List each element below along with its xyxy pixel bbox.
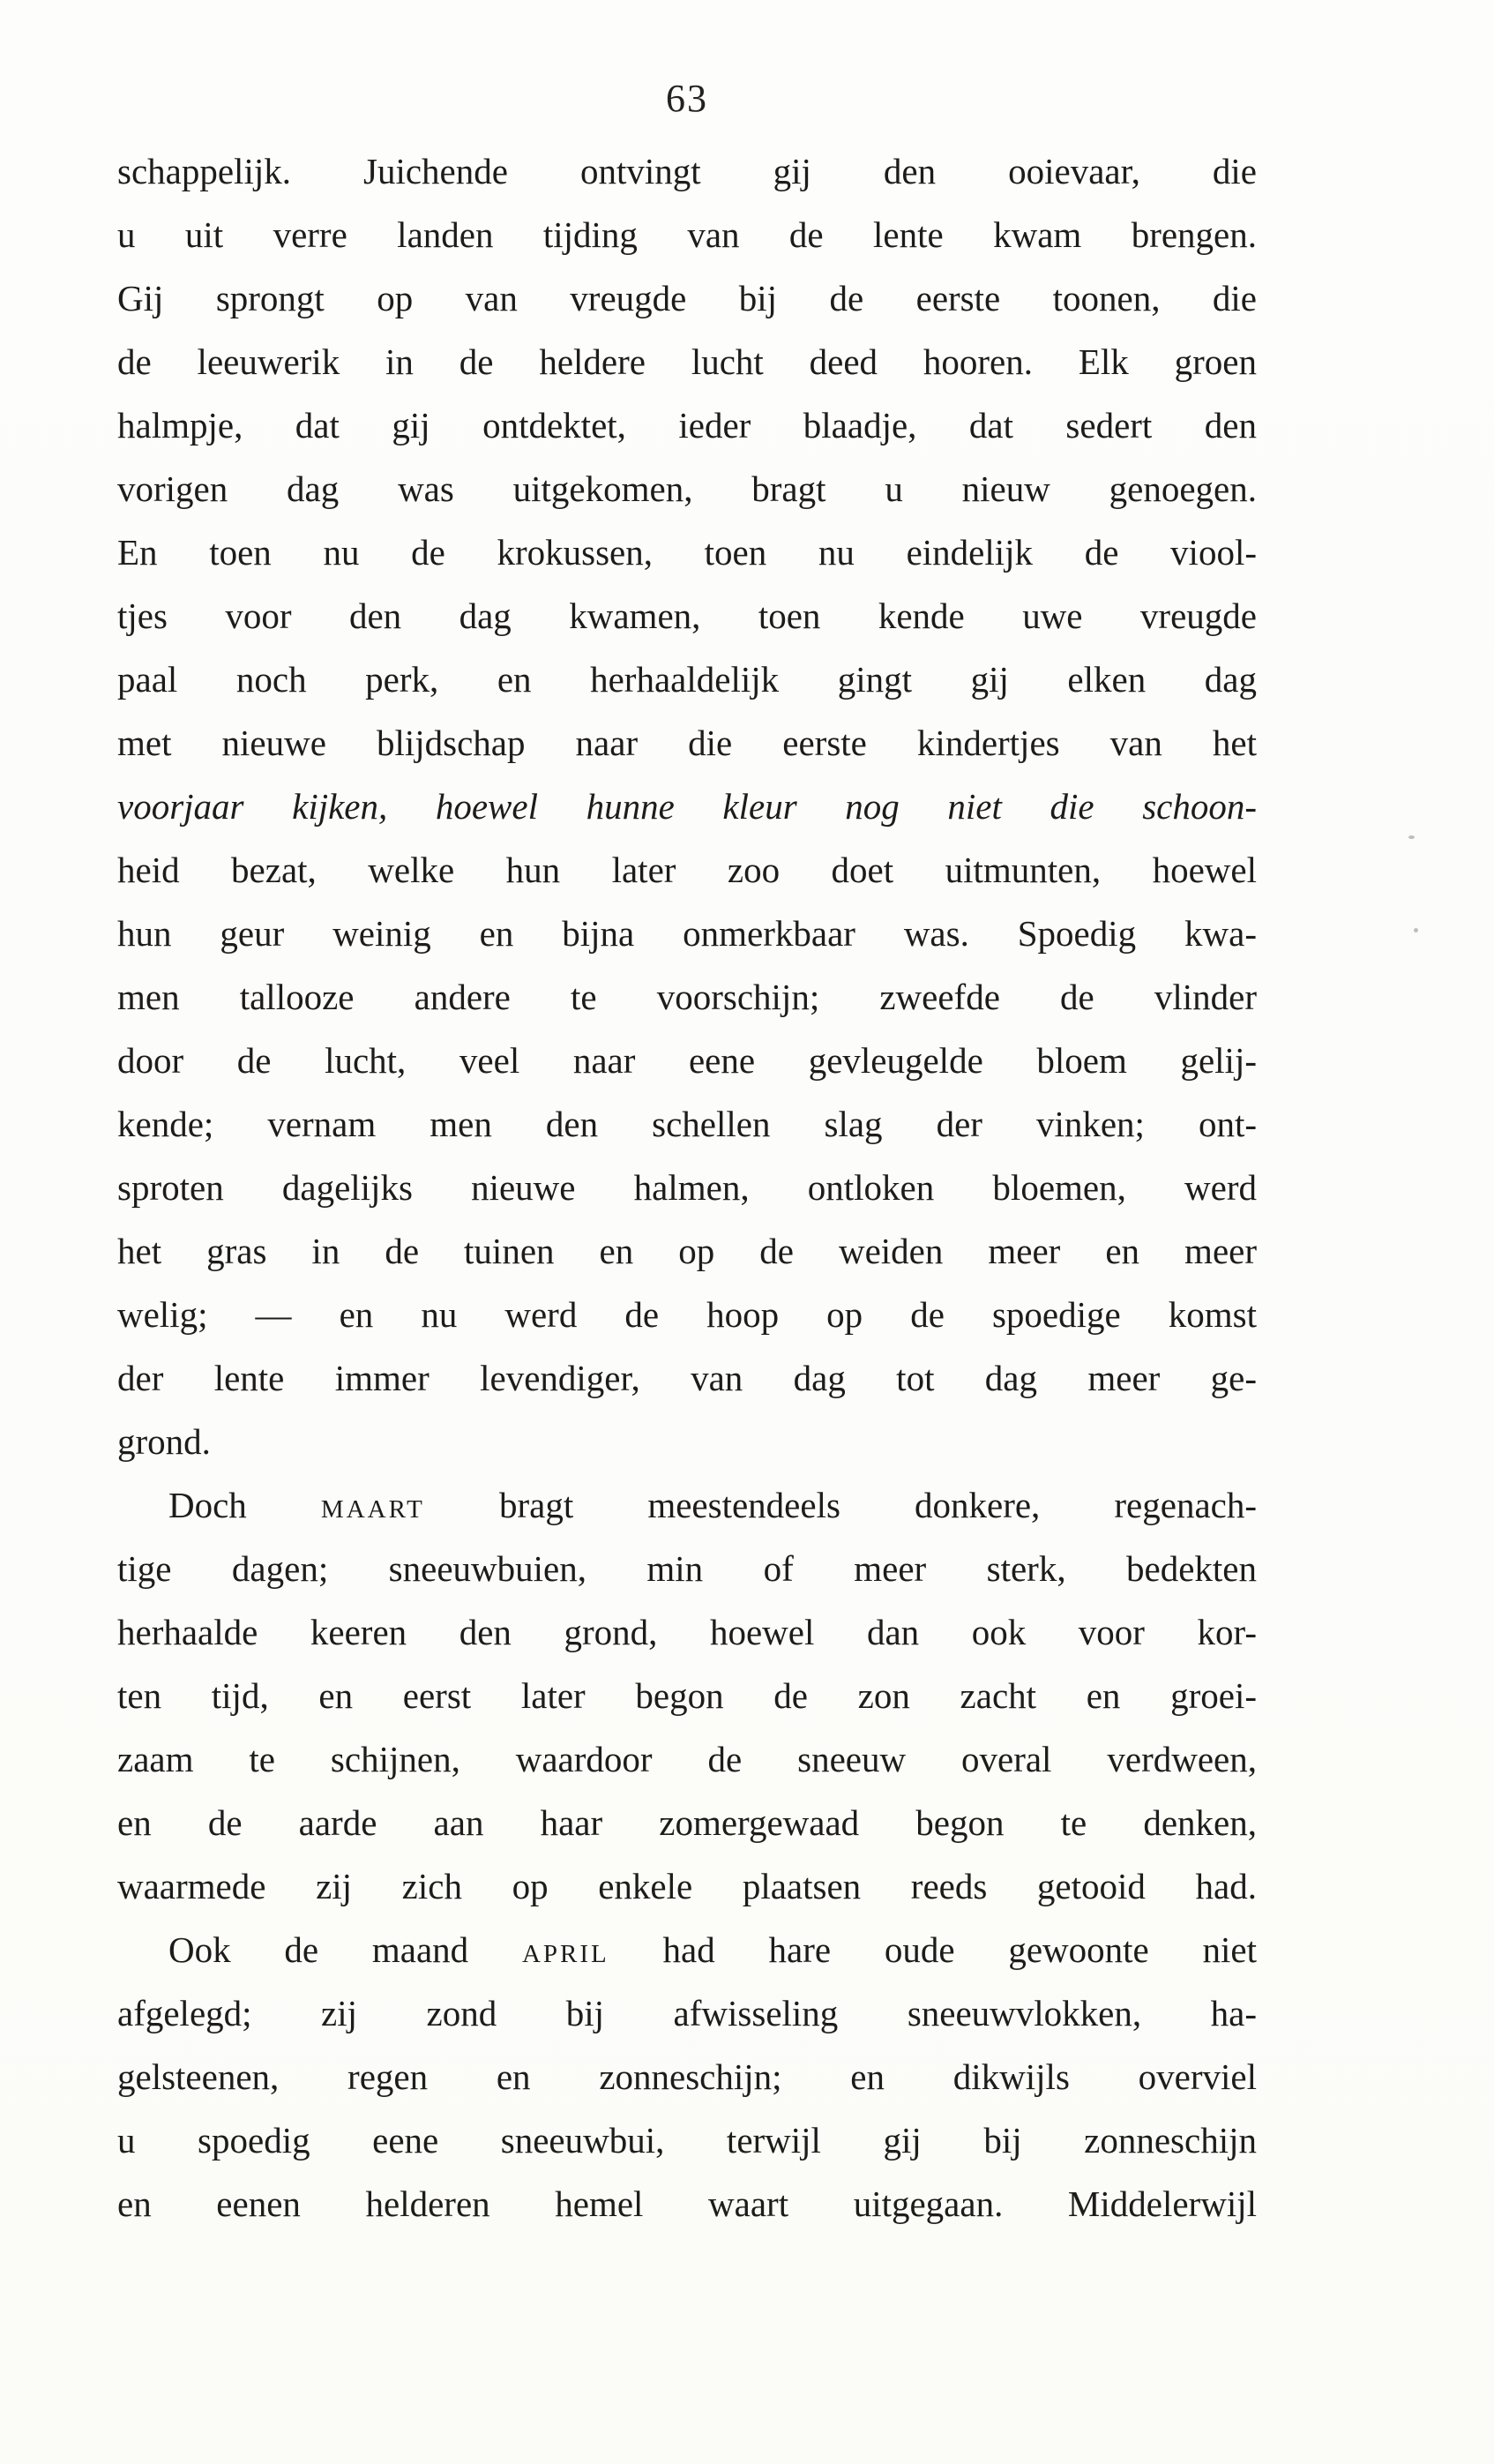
text-line	[117, 1854, 1257, 1918]
text-line	[117, 1600, 1257, 1664]
text-segment: en eenen helderen hemel waart uitgegaan. Middelerwijl	[117, 2183, 1257, 2224]
text-segment: grond.	[117, 1421, 211, 1462]
text-line	[117, 1537, 1257, 1600]
text-segment: had hare oude gewoonte niet	[609, 1929, 1257, 1970]
text-line	[117, 1981, 1257, 2045]
text-line	[117, 711, 1257, 775]
text-segment: u spoedig eene sneeuwbui, terwijl gij bij zonneschijn	[117, 2120, 1257, 2161]
text-segment: schappelijk. Juichende ontvingt gij den ooievaar, die	[117, 151, 1257, 191]
text-line	[117, 1029, 1257, 1092]
text-line	[117, 1219, 1257, 1283]
text-segment: Gij sprongt op van vreugde bij de eerste toonen, die	[117, 278, 1257, 318]
text-line	[117, 838, 1257, 902]
text-line	[117, 1664, 1257, 1727]
scan-speck	[1414, 928, 1418, 932]
text-segment: met nieuwe blijdschap naar die eerste kindertjes van het	[117, 723, 1257, 763]
text-segment: u uit verre landen tijding van de lente kwam brengen.	[117, 214, 1257, 255]
text-line	[117, 266, 1257, 330]
text-segment: door de lucht, veel naar eene gevleugelde bloem gelij-	[117, 1040, 1257, 1081]
text-segment: Ook de maand	[168, 1929, 522, 1970]
text-segment: zaam te schijnen, waardoor de sneeuw overal verdween,	[117, 1739, 1257, 1779]
text-segment: En toen nu de krokussen, toen nu eindelijk de viool-	[117, 532, 1257, 573]
paragraph	[117, 1473, 1257, 1918]
text-line	[117, 2108, 1257, 2172]
text-line	[117, 330, 1257, 393]
body-text-block	[117, 139, 1257, 2236]
text-segment: sproten dagelijks nieuwe halmen, ontloken bloemen, werd	[117, 1167, 1257, 1208]
text-line	[117, 902, 1257, 965]
scan-speck	[1408, 835, 1415, 839]
text-line	[117, 1727, 1257, 1791]
text-line	[117, 2172, 1257, 2236]
text-segment: bragt meestendeels donkere, regenach-	[424, 1485, 1257, 1525]
text-segment: het gras in de tuinen en op de weiden meer en meer	[117, 1231, 1257, 1271]
text-line	[117, 1791, 1257, 1854]
text-line	[117, 775, 1257, 838]
text-line	[117, 457, 1257, 521]
text-segment: afgelegd; zij zond bij afwisseling sneeuwvlokken, ha-	[117, 1993, 1257, 2033]
text-line	[117, 1918, 1257, 1981]
text-line	[117, 584, 1257, 648]
text-line	[117, 1346, 1257, 1410]
text-segment: heid bezat, welke hun later zoo doet uitmunten, hoewel	[117, 850, 1257, 890]
text-line	[117, 1283, 1257, 1346]
text-line	[117, 393, 1257, 457]
text-segment: kende; vernam men den schellen slag der vinken; ont-	[117, 1104, 1257, 1144]
text-line	[117, 1410, 1257, 1473]
text-line	[117, 2045, 1257, 2108]
text-segment: men tallooze andere te voorschijn; zweefde de vlinder	[117, 977, 1257, 1017]
text-line	[117, 1156, 1257, 1219]
text-segment: hun geur weinig en bijna onmerkbaar was. Spoedig kwa-	[117, 913, 1257, 954]
text-segment: herhaalde keeren den grond, hoewel dan ook voor kor-	[117, 1612, 1257, 1652]
text-line	[117, 1092, 1257, 1156]
text-segment: ten tijd, en eerst later begon de zon zacht en groei-	[117, 1675, 1257, 1716]
text-segment: vorigen dag was uitgekomen, bragt u nieuw genoegen.	[117, 468, 1257, 509]
text-segment: april	[521, 1929, 609, 1970]
paragraph	[117, 139, 1257, 1473]
page-number: 63	[666, 77, 708, 120]
text-line	[117, 965, 1257, 1029]
text-segment: welig; — en nu werd de hoop op de spoedige komst	[117, 1294, 1257, 1335]
text-segment: paal noch perk, en herhaaldelijk gingt gij elken dag	[117, 659, 1257, 700]
text-segment: maart	[320, 1485, 425, 1525]
text-segment: der lente immer levendiger, van dag tot dag meer ge-	[117, 1358, 1257, 1398]
text-segment: waarmede zij zich op enkele plaatsen reeds getooid had.	[117, 1866, 1257, 1906]
text-segment: gelsteenen, regen en zonneschijn; en dikwijls overviel	[117, 2056, 1257, 2097]
text-segment: de leeuwerik in de heldere lucht deed hooren. Elk groen	[117, 341, 1257, 382]
text-segment: Doch	[168, 1485, 321, 1525]
text-line	[117, 648, 1257, 711]
text-line	[117, 203, 1257, 266]
text-segment: voorjaar kijken, hoewel hunne kleur nog niet die schoon-	[117, 786, 1257, 827]
text-segment: tjes voor den dag kwamen, toen kende uwe vreugde	[117, 595, 1257, 636]
text-segment: halmpje, dat gij ontdektet, ieder blaadje, dat sedert den	[117, 405, 1257, 446]
text-segment: en de aarde aan haar zomergewaad begon te denken,	[117, 1802, 1257, 1843]
text-segment: tige dagen; sneeuwbuien, min of meer sterk, bedekten	[117, 1548, 1257, 1589]
text-line	[117, 1473, 1257, 1537]
text-line	[117, 139, 1257, 203]
text-line	[117, 521, 1257, 584]
paragraph	[117, 1918, 1257, 2236]
